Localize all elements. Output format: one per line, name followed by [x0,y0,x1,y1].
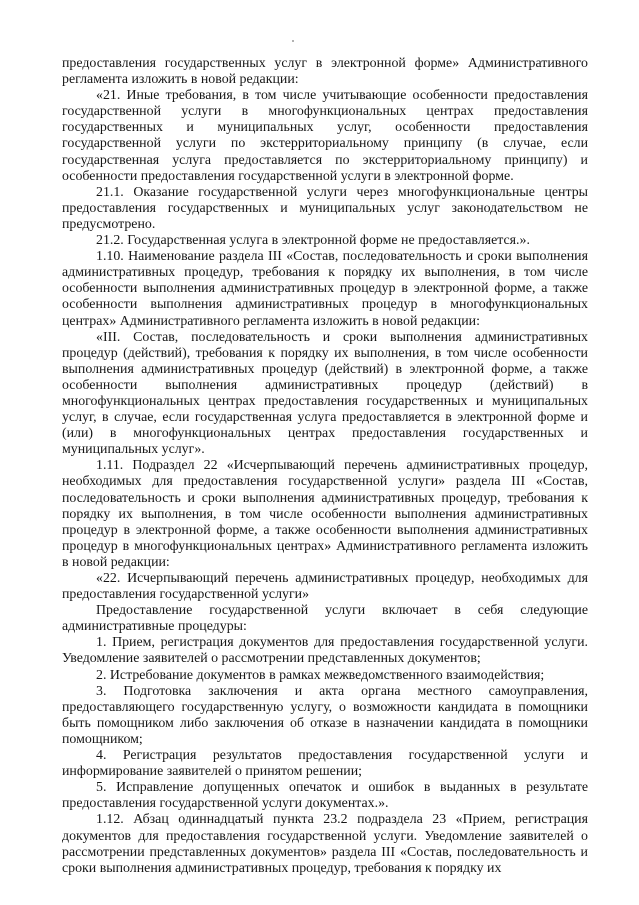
document-body [62,56,588,877]
paragraph-section-iii-title: «III. Состав, последовательность и сроки выполнения административных процедур (действий), требования к порядку их выполнения, в том числе особенности выполнения административных процедур (действий) в электронной форме, а также особенности выполнения административных процедур (действий) в многофункциональных центрах предоставления государственных и муниципальных услуг, в случае, если государственная услуга предоставляется в электронной форме и (или) в многофункциональных центрах предоставления государственных и муниципальных услуг». [62,329,588,458]
paragraph-amendment-1-11: 1.11. Подраздел 22 «Исчерпывающий перечень административных процедур, необходимых для предоставления государственной услуги» раздела III «Состав, последовательность и сроки выполнения административных процедур, требования к порядку их выполнения, в том числе особенности выполнения административных процедур в электронной форме, а также особенности выполнения административных процедур в многофункциональных центрах» Административного регламента изложить в новой редакции: [62,458,588,570]
paragraph-item-21: «21. Иные требования, в том числе учитывающие особенности предоставления государственной услуги в многофункциональных центрах предоставления государственных и муниципальных услуг, особенности предоставления государственной услуги по экстерриториальному принципу (в случае, если государственная услуга предоставляется по экстерриториальному принципу) и особенности предоставления государственной услуги в электронной форме. [62,88,588,184]
paragraph-amendment-1-10: 1.10. Наименование раздела III «Состав, последовательность и сроки выполнения административных процедур, требования к порядку их выполнения, в том числе особенности выполнения административных процедур в электронной форме, а также особенности выполнения административных процедур в многофункциональных центрах» Административного регламента изложить в новой редакции: [62,249,588,329]
paragraph-amendment-1-12: 1.12. Абзац одиннадцатый пункта 23.2 подраздела 23 «Прием, регистрация документов для предоставления государственной услуги. Уведомление заявителей о рассмотрении представленных документов» раздела III «Состав, последовательность и сроки выполнения административных процедур, требования к порядку их [62,812,588,876]
list-item-procedure-1: 1. Прием, регистрация документов для предоставления государственной услуги. Уведомление заявителей о рассмотрении представленных документов; [62,635,588,667]
list-item-procedure-3: 3. Подготовка заключения и акта органа местного самоуправления, предоставляющего государственную услугу, о возможности кандидата в помощники быть помощником либо заключения об отказе в назначении кандидата в помощники помощником; [62,683,588,747]
list-item-procedure-5: 5. Исправление допущенных опечаток и ошибок в выданных в результате предоставления государственной услуги документах.». [62,780,588,812]
paragraph-item-21-2: 21.2. Государственная услуга в электронной форме не предоставляется.». [96,233,530,249]
scan-speck [292,40,294,42]
paragraph-procedures-intro: Предоставление государственной услуги включает в себя следующие административные процедуры: [62,603,588,635]
list-item-procedure-2: 2. Истребование документов в рамках межведомственного взаимодействия; [96,667,545,683]
paragraph-item-21-1: 21.1. Оказание государственной услуги через многофункциональные центры предоставления государственных и муниципальных услуг законодательством не предусмотрено. [62,184,588,232]
paragraph-intro-continuation: предоставления государственных услуг в электронной форме» Административного регламента изложить в новой редакции: [62,56,588,88]
paragraph-item-22: «22. Исчерпывающий перечень административных процедур, необходимых для предоставления государственной услуги» [62,571,588,603]
list-item-procedure-4: 4. Регистрация результатов предоставления государственной услуги и информирование заявителей о принятом решении; [62,748,588,780]
